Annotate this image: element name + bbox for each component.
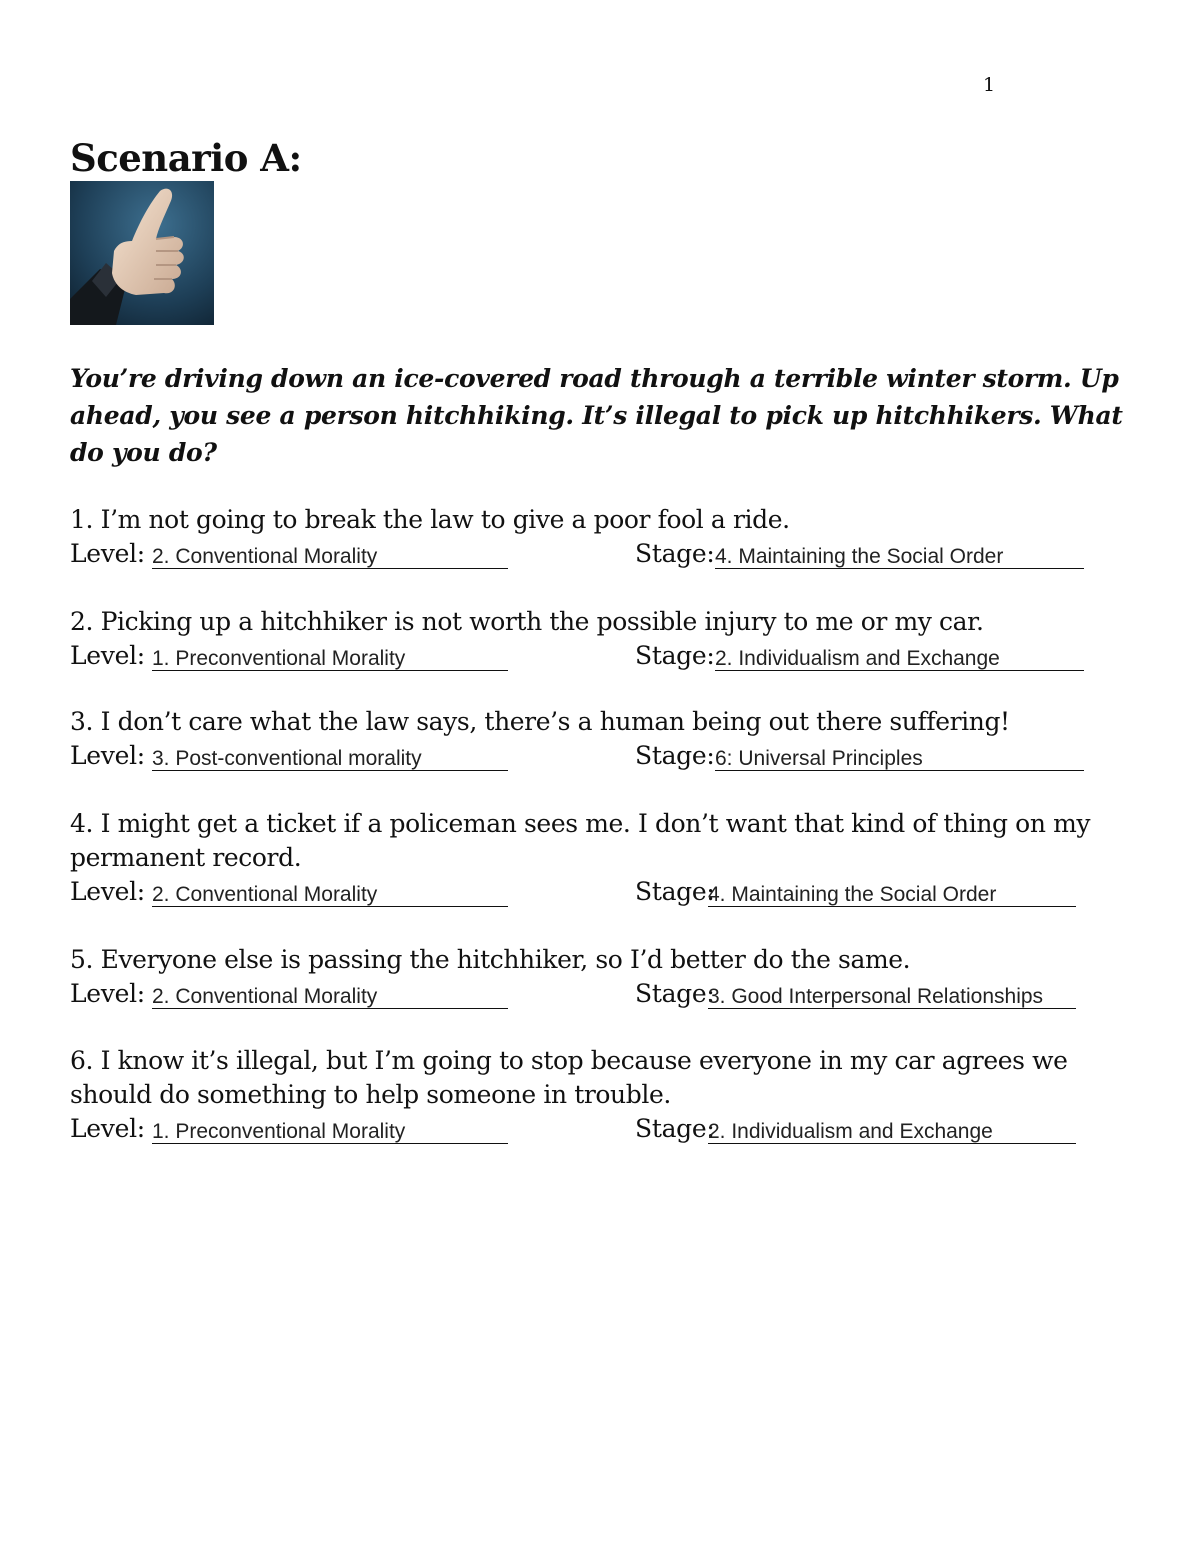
list-item [70, 943, 1140, 1011]
level-answer-field[interactable]: 1. Preconventional Morality [152, 1121, 508, 1144]
statement: 4. I might get a ticket if a policeman sees me. I don’t want that kind of thing on my permanent record. [70, 809, 1091, 872]
scenario-text: You’re driving down an ice-covered road through a terrible winter storm. Up ahead, you see a person hitchhiking. It’s illegal to pick up hitchhikers. What do you do? [70, 364, 1123, 467]
level-label: Level: [70, 741, 145, 770]
level-answer-field[interactable]: 2. Conventional Morality [152, 546, 508, 569]
stage-label: Stage: [635, 979, 715, 1008]
list-item [70, 705, 1140, 773]
statement: 3. I don’t care what the law says, there’s a human being out there suffering! [70, 707, 1010, 736]
level-label: Level: [70, 1114, 145, 1143]
stage-label: Stage: [635, 741, 715, 770]
statement: 2. Picking up a hitchhiker is not worth the possible injury to me or my car. [70, 607, 984, 636]
stage-label: Stage: [635, 641, 715, 670]
thumbs-up-photo [70, 181, 214, 325]
list-item [70, 1044, 1140, 1146]
statement: 5. Everyone else is passing the hitchhiker, so I’d better do the same. [70, 945, 911, 974]
level-answer-field[interactable]: 3. Post-conventional morality [152, 748, 508, 771]
statement: 1. I’m not going to break the law to give a poor fool a ride. [70, 505, 790, 534]
level-answer-field[interactable]: 2. Conventional Morality [152, 986, 508, 1009]
stage-label: Stage: [635, 1114, 715, 1143]
stage-answer-field[interactable]: 3. Good Interpersonal Relationships [708, 986, 1076, 1009]
stage-answer-field[interactable]: 4. Maintaining the Social Order [708, 884, 1076, 907]
stage-answer-field[interactable]: 2. Individualism and Exchange [708, 1121, 1076, 1144]
scenario-title: Scenario A: [70, 136, 302, 180]
thumbs-up-icon [70, 181, 214, 325]
stage-answer-field[interactable]: 4. Maintaining the Social Order [715, 546, 1084, 569]
statement: 6. I know it’s illegal, but I’m going to stop because everyone in my car agrees we should do something to help someone in trouble. [70, 1046, 1068, 1109]
level-answer-field[interactable]: 2. Conventional Morality [152, 884, 508, 907]
stage-answer-field[interactable]: 6: Universal Principles [715, 748, 1084, 771]
stage-label: Stage: [635, 877, 715, 906]
list-item [70, 807, 1140, 909]
stage-label: Stage: [635, 539, 715, 568]
level-label: Level: [70, 539, 145, 568]
stage-answer-field[interactable]: 2. Individualism and Exchange [715, 648, 1084, 671]
list-item [70, 503, 1140, 571]
level-answer-field[interactable]: 1. Preconventional Morality [152, 648, 508, 671]
level-label: Level: [70, 979, 145, 1008]
list-item [70, 605, 1140, 673]
level-label: Level: [70, 641, 145, 670]
level-label: Level: [70, 877, 145, 906]
page-number: 1 [983, 74, 996, 96]
